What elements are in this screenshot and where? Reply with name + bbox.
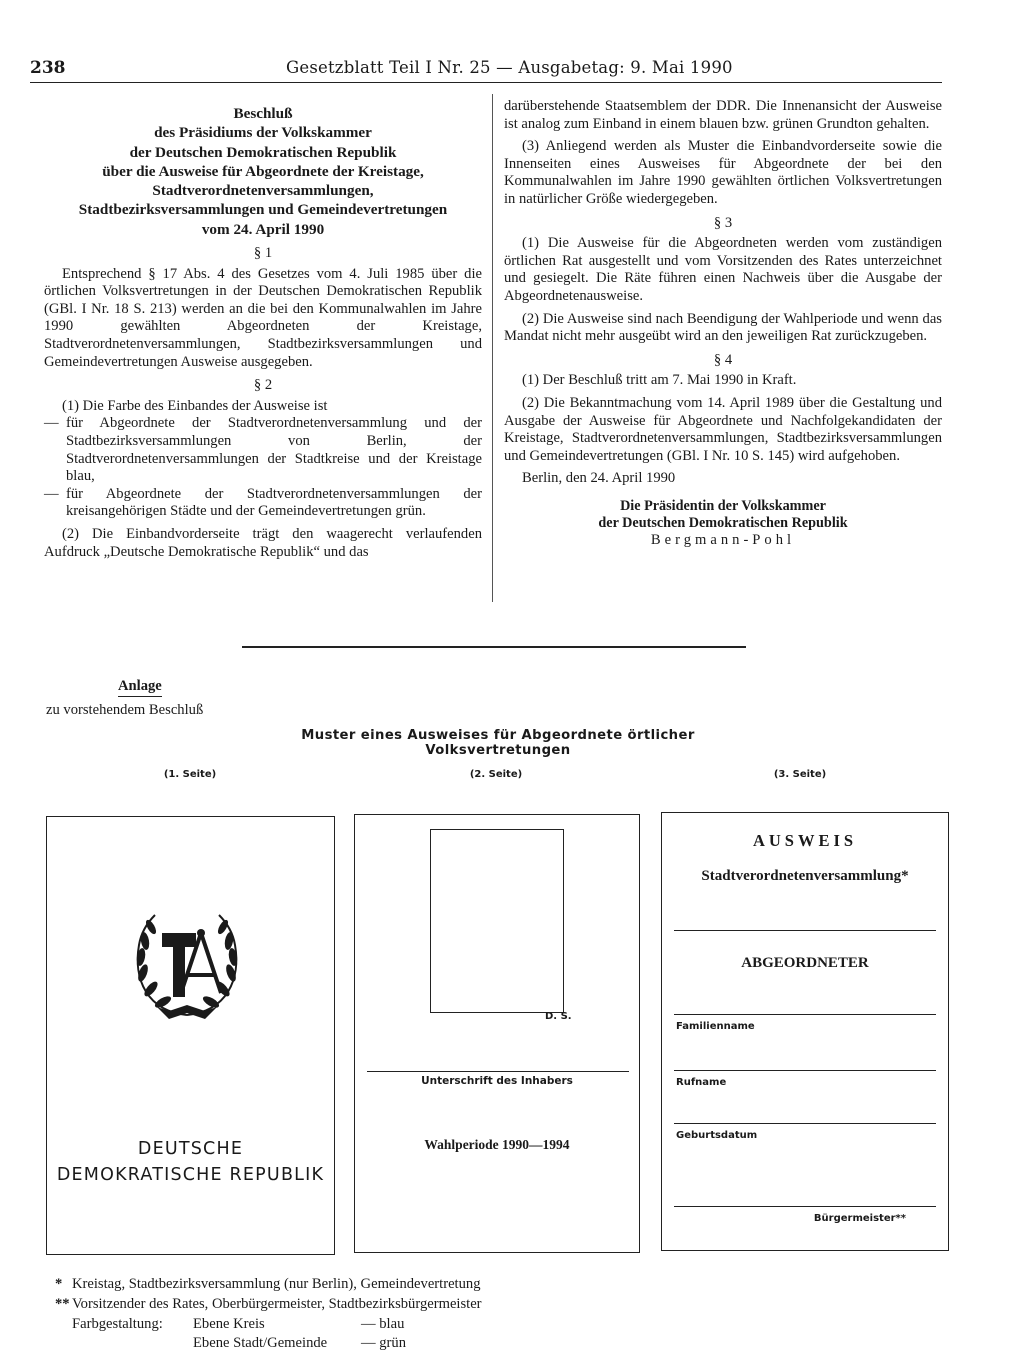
footnote-1-marker: * — [55, 1276, 63, 1292]
signature-name: Bergmann-Pohl — [650, 531, 796, 548]
footnote-1-text: Kreistag, Stadtbezirksversammlung (nur Berlin), Gemeindevertretung — [72, 1276, 481, 1292]
title-line: über die Ausweise für Abgeordnete der Kreistage, — [102, 162, 424, 180]
section-3-para-1: (1) Die Ausweise für die Abgeordneten werden vom zuständigen örtlichen Rat ausgestellt und vom Vorsitzenden des Rates unterzeichnet und gesiegelt. Die Räte führen einen Nachweis über die Ausgabe der Abgeordnetenausweise. — [504, 235, 942, 304]
cover-country-line-2: DEMOKRATISCHE REPUBLIK — [56, 1165, 325, 1185]
section-4-para-1: (1) Der Beschluß tritt am 7. Mai 1990 in Kraft. — [522, 372, 797, 389]
page-3-label: (3. Seite) — [773, 769, 827, 780]
given-name-field-label: Rufname — [676, 1077, 727, 1088]
signature-line — [367, 1071, 629, 1072]
section-1-heading: § 1 — [253, 245, 273, 262]
signature-title-1: Die Präsidentin der Volkskammer — [620, 497, 826, 514]
section-2-para-2: (2) Die Einbandvorderseite trägt den waagerecht verlaufenden Aufdruck „Deutsche Demokratische Republik“ und das — [44, 525, 482, 560]
form-line — [674, 930, 936, 931]
id-title: AUSWEIS — [752, 831, 858, 850]
title-line: der Deutschen Demokratischen Republik — [129, 143, 397, 161]
section-1-text: Entsprechend § 17 Abs. 4 des Gesetzes vom 4. Juli 1985 über die örtlichen Volksvertretungen in der Deutschen Demokratischen Republik (GBl. I Nr. 18 S. 213) werden an die bei den Kommunalwahlen im Jahre 1990 gewählten Abgeordneten der Kreistage, Stadtverordnetenversammlungen, Stadtbezirksversammlungen und Gemeindevertretungen Ausweise ausgegeben. — [44, 265, 482, 370]
color-scheme-label: Farbgestaltung: — [72, 1316, 163, 1332]
title-date: vom 24. April 1990 — [201, 220, 325, 238]
column-divider — [492, 94, 493, 602]
color-level-1-value: — blau — [361, 1316, 405, 1332]
page-1-label: (1. Seite) — [163, 769, 217, 780]
id-card-page-2 — [354, 814, 640, 1253]
decision-title — [44, 104, 482, 239]
signature-title-2: der Deutschen Demokratischen Republik — [598, 514, 848, 531]
footnote-1 — [55, 1275, 481, 1295]
form-line — [674, 1070, 936, 1071]
footnote-2-marker: ** — [55, 1296, 70, 1312]
section-2-item-1: — für Abgeordnete der Stadtverordnetenversammlung und der Stadtbezirksversammlungen von Berlin, der Stadtverordnetenversammlungen der Stadtkreise und der Kreistage blau, — [44, 415, 482, 485]
color-scheme-row-1 — [72, 1315, 404, 1335]
cover-country-line-1: DEUTSCHE — [137, 1139, 244, 1159]
assembly-name: Stadtverordnetenversammlung* — [701, 868, 909, 884]
title-line: Stadtverordnetenversammlungen, — [152, 182, 374, 200]
form-line — [674, 1206, 936, 1207]
birth-date-field-label: Geburtsdatum — [676, 1130, 758, 1141]
annex-heading: Muster eines Ausweises für Abgeordnete örtlicher Volksvertretungen — [301, 728, 695, 758]
form-line — [674, 1123, 936, 1124]
page-header — [30, 56, 942, 83]
place-date: Berlin, den 24. April 1990 — [522, 470, 676, 487]
family-name-field-label: Familienname — [676, 1021, 755, 1032]
election-period-label: Wahlperiode 1990—1994 — [424, 1137, 570, 1152]
section-2-heading: § 2 — [253, 377, 273, 394]
left-column — [44, 104, 482, 561]
state-emblem-icon — [129, 903, 245, 1027]
form-line — [674, 1014, 936, 1015]
section-3-para-2: (2) Die Ausweise sind nach Beendigung der Wahlperiode und wenn das Mandat nicht mehr ausgeübt wird an den jeweiligen Rat zurückzugeben. — [504, 310, 942, 345]
role-label: ABGEORDNETER — [741, 955, 869, 971]
section-2-para-3: (3) Anliegend werden als Muster die Einbandvorderseite sowie die Innenseiten eines Ausweises für Abgeordnete der bei den Kommunalwahlen im Jahre 1990 gewählten örtlichen Volksvertretungen in natürlicher Größe wiedergegeben. — [504, 138, 942, 207]
section-2-item-2: — für Abgeordnete der Stadtverordnetenversammlungen der kreisangehörigen Städte und der Gemeindevertretungen grün. — [44, 486, 482, 521]
title-line: Beschluß — [233, 105, 293, 122]
gazette-title: Gesetzblatt Teil I Nr. 25 — Ausgabetag: 9. Mai 1990 — [286, 58, 733, 77]
title-line: Stadtbezirksversammlungen und Gemeindevertretungen — [78, 201, 448, 219]
color-scheme-row-2 — [193, 1334, 406, 1354]
page-2-label: (2. Seite) — [469, 769, 523, 780]
section-2-para-1: (1) Die Farbe des Einbandes der Ausweise ist — [62, 397, 328, 414]
photo-placeholder — [430, 829, 564, 1013]
annex-subtitle: zu vorstehendem Beschluß — [46, 702, 204, 718]
stamp-label: D. S. — [545, 1011, 572, 1022]
color-level-2: Ebene Stadt/Gemeinde — [193, 1335, 328, 1351]
color-level-1: Ebene Kreis — [193, 1316, 265, 1332]
id-card-page-3 — [661, 812, 949, 1251]
section-separator — [242, 646, 746, 648]
id-card-cover — [46, 816, 335, 1255]
section-4-heading: § 4 — [713, 351, 733, 368]
section-2-para-2-continued: darüberstehende Staatsemblem der DDR. Die Innenansicht der Ausweise ist analog zum Einband in einem blauen bzw. grünen Grundton gehalten. — [504, 98, 942, 132]
holder-signature-label: Unterschrift des Inhabers — [421, 1075, 573, 1087]
annex-title: Anlage — [118, 678, 162, 697]
right-column — [504, 98, 942, 549]
footnote-2 — [55, 1295, 482, 1315]
section-3-heading: § 3 — [713, 214, 733, 231]
mayor-signature-label: Bürgermeister** — [813, 1213, 906, 1224]
color-level-2-value: — grün — [361, 1335, 406, 1351]
footnote-2-text: Vorsitzender des Rates, Oberbürgermeister, Stadtbezirksbürgermeister — [72, 1296, 482, 1312]
title-line: des Präsidiums der Volkskammer — [154, 124, 372, 142]
page-number: 238 — [30, 58, 66, 78]
section-4-para-2: (2) Die Bekanntmachung vom 14. April 1989 über die Gestaltung und Ausgabe der Ausweise für Abgeordnete und Nachfolgekandidaten der Kreistage, Stadtverordnetenversammlungen, Stadtbezirksversammlungen und Gemeindevertretungen (GBl. I Nr. 10 S. 145) wird aufgehoben. — [504, 394, 942, 464]
